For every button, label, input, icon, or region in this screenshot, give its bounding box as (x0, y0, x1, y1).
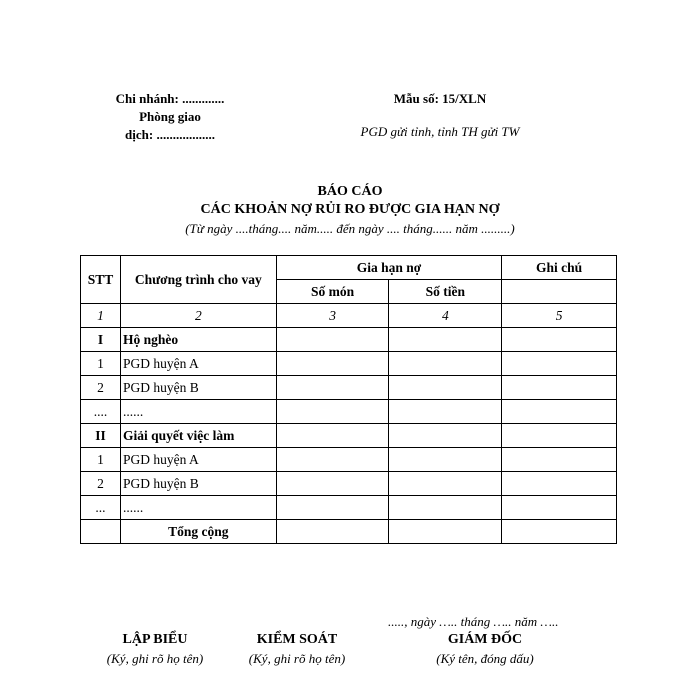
row-stt: 1 (81, 352, 121, 376)
col-header-count: Số món (276, 280, 389, 304)
row-stt: 1 (81, 448, 121, 472)
row-label: PGD huyện A (120, 448, 276, 472)
total-count-cell (276, 520, 389, 544)
row-stt: ... (81, 496, 121, 520)
preparer-title: LẬP BIỂU (122, 632, 188, 647)
note-cell (502, 400, 617, 424)
row-stt: II (81, 424, 121, 448)
note-cell (502, 376, 617, 400)
row-label: ...... (120, 496, 276, 520)
row-stt: 2 (81, 376, 121, 400)
controller-title: KIỂM SOÁT (256, 632, 338, 647)
index-cell: 3 (276, 304, 389, 328)
index-cell: 2 (120, 304, 276, 328)
index-cell: 5 (502, 304, 617, 328)
preparer-note: (Ký, ghi rõ họ tên) (106, 651, 204, 666)
index-cell: 1 (81, 304, 121, 328)
office-label-line2: dịch: .................. (125, 127, 215, 142)
branch-label: Chi nhánh: ............. (115, 91, 225, 106)
col-header-program: Chương trình cho vay (120, 256, 276, 304)
controller-note: (Ký, ghi rõ họ tên) (248, 651, 346, 666)
amount-cell (389, 400, 502, 424)
count-cell (276, 400, 389, 424)
row-label: Hộ nghèo (120, 328, 276, 352)
header-row-1 (81, 256, 617, 280)
total-label: Tổng cộng (120, 520, 276, 544)
amount-cell (389, 328, 502, 352)
count-cell (276, 472, 389, 496)
col-header-amount: Số tiền (389, 280, 502, 304)
note-cell (502, 496, 617, 520)
table-row (81, 472, 617, 496)
report-period: (Từ ngày ....tháng.... năm..... đến ngày .... tháng...... năm .........) (185, 221, 515, 236)
row-stt: .... (81, 400, 121, 424)
total-row (81, 520, 617, 544)
total-amount-cell (389, 520, 502, 544)
table-row (81, 328, 617, 352)
amount-cell (389, 376, 502, 400)
index-row (81, 304, 617, 328)
report-table (80, 255, 617, 544)
director-note: (Ký tên, đóng dấu) (436, 651, 534, 666)
table-row (81, 400, 617, 424)
form-number: Mẫu số: 15/XLN (393, 91, 487, 106)
amount-cell (389, 496, 502, 520)
table-row (81, 424, 617, 448)
count-cell (276, 376, 389, 400)
amount-cell (389, 448, 502, 472)
row-label: PGD huyện B (120, 472, 276, 496)
index-cell: 4 (389, 304, 502, 328)
col-header-stt: STT (81, 256, 121, 304)
col-header-note-empty (502, 280, 617, 304)
row-stt: 2 (81, 472, 121, 496)
total-stt-cell (81, 520, 121, 544)
table-row (81, 376, 617, 400)
count-cell (276, 352, 389, 376)
col-header-extension: Gia hạn nợ (276, 256, 502, 280)
count-cell (276, 424, 389, 448)
note-cell (502, 352, 617, 376)
row-label: PGD huyện B (120, 376, 276, 400)
report-title: BÁO CÁO (317, 184, 383, 199)
count-cell (276, 496, 389, 520)
total-note-cell (502, 520, 617, 544)
report-subtitle: CÁC KHOẢN NỢ RỦI RO ĐƯỢC GIA HẠN NỢ (200, 202, 500, 217)
table-row (81, 496, 617, 520)
send-note: PGD gửi tỉnh, tỉnh TH gửi TW (360, 124, 520, 139)
count-cell (276, 328, 389, 352)
note-cell (502, 472, 617, 496)
note-cell (502, 424, 617, 448)
row-label: Giải quyết việc làm (120, 424, 276, 448)
office-label-line1: Phòng giao (139, 109, 201, 124)
report-body (81, 328, 617, 544)
row-stt: I (81, 328, 121, 352)
signature-date-line: ....., ngày ….. tháng ….. năm ….. (388, 614, 559, 629)
amount-cell (389, 352, 502, 376)
table-row (81, 352, 617, 376)
branch-block (90, 90, 250, 144)
row-label: PGD huyện A (120, 352, 276, 376)
table-row (81, 448, 617, 472)
count-cell (276, 448, 389, 472)
note-cell (502, 328, 617, 352)
row-label: ...... (120, 400, 276, 424)
amount-cell (389, 424, 502, 448)
note-cell (502, 448, 617, 472)
col-header-note: Ghi chú (502, 256, 617, 280)
amount-cell (389, 472, 502, 496)
director-title: GIÁM ĐỐC (447, 632, 523, 647)
